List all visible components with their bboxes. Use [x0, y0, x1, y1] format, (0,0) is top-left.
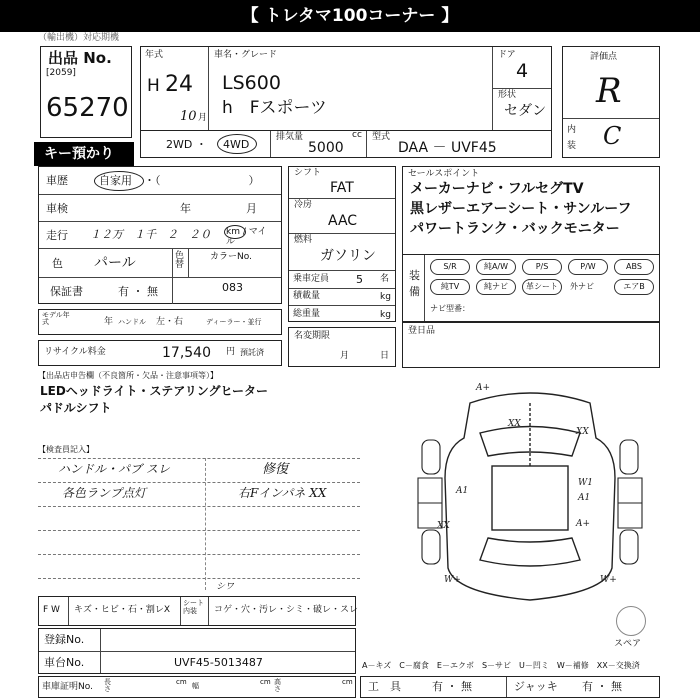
displacement-label: 排気量 — [276, 132, 304, 142]
equip-r1-0: S/R — [430, 259, 470, 275]
fw-seat-label: シート内装 — [183, 599, 204, 615]
load-label: 積載量 — [293, 291, 321, 301]
model-year-label: モデル年式 — [42, 311, 70, 326]
equipment-label-2: 備 — [409, 285, 420, 298]
interior-label-2: 装 — [567, 141, 577, 151]
mark-w-left: W+ — [444, 575, 461, 585]
color-value: パール — [94, 255, 136, 271]
inspector-rule-3 — [38, 506, 360, 507]
date-box — [402, 322, 660, 368]
door-label: ドア — [498, 50, 516, 60]
fw-annotation: シワ — [216, 582, 235, 592]
mark-a-plus-right: A+ — [576, 519, 591, 529]
equipment-label-1: 装 — [409, 269, 420, 282]
color-label: 色 — [52, 257, 63, 270]
mark-w-rear-right: W+ — [600, 575, 617, 585]
wheel-front-right — [620, 440, 638, 474]
cert-cm-3: cm — [342, 678, 353, 686]
capacity-value: 5 — [356, 273, 363, 286]
inspector-label: 【検査員記入】 — [38, 445, 94, 454]
drive-divider-1 — [270, 131, 271, 157]
car-grade: h Fスポーツ — [222, 98, 327, 118]
registration-split — [39, 651, 355, 652]
equip-r2-3: 外ナビ — [570, 282, 594, 291]
equip-r1-1: 純A/W — [476, 259, 516, 275]
inspector-left-2: 各色ランプ点灯 — [62, 486, 147, 500]
shift-line-5 — [289, 305, 395, 306]
mark-xx-right: XX — [576, 427, 589, 437]
tools-divider — [506, 677, 507, 697]
lot-label: 出品 No. — [48, 49, 112, 67]
model-label: 型式 — [372, 132, 391, 142]
color-no-value: 083 — [222, 281, 243, 294]
name-label: 車名・グレード — [214, 50, 278, 60]
cert-cm-1: cm — [176, 678, 187, 686]
sales-line-0: メーカーナビ・フルセグTV — [410, 181, 584, 197]
drive-text: 2WD ・ — [166, 138, 207, 151]
fw-divider-1 — [68, 597, 69, 625]
warranty-value: 有 ・ 無 — [118, 285, 158, 298]
date-label: 登日品 — [408, 326, 436, 336]
jack-label: ジャッキ — [514, 680, 558, 693]
fw-items: キズ・ヒビ・石・割レX — [74, 605, 170, 615]
drive-selected: 4WD — [223, 138, 250, 151]
lot-number: 65270 — [46, 93, 129, 123]
registration-label: 登録No. — [44, 633, 85, 646]
inspector-right-1: 修復 — [262, 462, 289, 477]
history-suffix-2: km / マイル — [226, 227, 267, 247]
diagram-roof — [492, 466, 568, 530]
fw-divider-3 — [208, 597, 209, 625]
sales-label: セールスポイント — [408, 169, 480, 179]
recycle-note: 預託済 — [240, 348, 264, 357]
inspector-mid-line — [205, 458, 206, 590]
inspector-right-2: 右Fインパネ XX — [238, 486, 327, 500]
year-value: 24 — [165, 72, 193, 97]
shift-value: FAT — [330, 180, 354, 196]
dealer-label: ディーラー・並行 — [206, 318, 262, 326]
history-line-1 — [39, 194, 281, 195]
inspector-rule-2 — [38, 482, 360, 483]
color-change-label: 色替 — [175, 251, 185, 270]
handle-value: 左・右 — [156, 317, 184, 327]
fw-label: F W — [43, 605, 60, 615]
history-line-4 — [39, 277, 281, 278]
shift-line-2 — [289, 233, 395, 234]
handle-label: ハンドル — [118, 318, 146, 326]
warranty-label: 保証書 — [50, 285, 83, 298]
lot-sub: [2059] — [46, 68, 76, 78]
recycle-unit: 円 — [226, 347, 236, 357]
fuel-value: ガソリン — [320, 248, 376, 264]
score-divider — [563, 118, 659, 119]
equip-r2-4: エアB — [614, 279, 654, 295]
name-change-day: 日 — [380, 351, 390, 361]
equip-r2-0: 純TV — [430, 279, 470, 295]
fw-divider-2 — [180, 597, 181, 625]
shift-line-4 — [289, 288, 395, 289]
mark-xx-left: XX — [437, 521, 450, 531]
score-label: 評価点 — [590, 52, 618, 62]
model-value: DAA － UVF45 — [398, 140, 497, 156]
inspector-rule-5 — [38, 554, 360, 555]
ac-value: AAC — [328, 213, 358, 229]
history-value-2: １２万 １千 ２ ２０ — [90, 228, 211, 241]
displacement-cc: cc — [352, 130, 362, 140]
shift-line-3 — [289, 270, 395, 271]
wheel-rear-right — [620, 530, 638, 564]
color-no-divider — [188, 249, 189, 277]
history-value-0: 自家用 — [99, 174, 132, 187]
cert-length: 長さ — [104, 678, 111, 693]
year-era: H — [147, 76, 160, 96]
history-line-2 — [39, 221, 281, 222]
cert-label: 車庫証明No. — [42, 682, 93, 692]
gross-unit: kg — [380, 310, 391, 320]
interior-label-1: 内 — [567, 125, 577, 135]
interior-value: C — [603, 122, 622, 150]
equip-r1-3: P/W — [568, 259, 608, 275]
inspector-rule-6 — [38, 578, 360, 579]
mark-a-left: A1 — [456, 486, 469, 496]
model-year-unit: 年 — [104, 317, 114, 327]
inspector-left-1: ハンドル・パブ スレ — [58, 462, 170, 476]
history-label-0: 車歴 — [46, 174, 68, 187]
shift-line-1 — [289, 198, 395, 199]
history-label-1: 車検 — [46, 202, 68, 215]
inspector-rule-1 — [38, 458, 360, 459]
cert-cm-2: cm — [260, 678, 271, 686]
history-value-1: 年 月 — [180, 202, 257, 215]
tools-label: 工 具 — [368, 680, 401, 693]
exhibitor-line-2: パドルシフト — [40, 401, 112, 415]
sales-line-2: パワートランク・バックモニター — [410, 221, 620, 237]
name-change-label: 名変期限 — [294, 331, 331, 341]
month-unit: 月 — [198, 113, 208, 123]
equipment-divider — [424, 255, 425, 321]
registration-divider — [100, 629, 101, 673]
key-label: キー預かり — [44, 146, 114, 162]
inspector-rule-4 — [38, 530, 360, 531]
equip-r2-1: 純ナビ — [476, 279, 516, 295]
drive-divider-2 — [366, 131, 367, 157]
equip-r1-2: P/S — [522, 259, 562, 275]
name-change-month: 月 — [340, 351, 350, 361]
car-damage-diagram — [400, 378, 660, 608]
fw-interior-items: コゲ・穴・汚レ・シミ・破レ・スレ — [214, 605, 359, 615]
cert-height: 高さ — [274, 678, 281, 693]
capacity-unit: 名 — [380, 274, 390, 284]
score-value: R — [596, 71, 622, 111]
tools-value: 有 ・ 無 — [432, 680, 472, 693]
capacity-label: 乗車定員 — [293, 274, 330, 284]
chassis-label: 車台No. — [44, 656, 85, 669]
ac-label: 冷房 — [294, 200, 313, 210]
color-change-divider — [172, 249, 173, 304]
navi-label: ナビ型番： — [430, 304, 470, 313]
spare-tire-icon — [616, 606, 646, 636]
wheel-rear-left — [422, 530, 440, 564]
banner-title: 【 トレタマ100コーナー 】 — [241, 6, 459, 26]
exhibitor-line-1: LEDヘッドライト・ステアリングヒーター — [40, 384, 269, 398]
recycle-label: リサイクル料金 — [44, 347, 106, 357]
header-small-note: （輸出機）対応期機 — [38, 33, 120, 43]
cert-width: 幅 — [192, 682, 199, 690]
mark-xx-front: XX — [508, 419, 521, 429]
chassis-value: UVF45-5013487 — [174, 656, 263, 669]
sales-line-1: 黒レザーエアーシート・サンルーフ — [410, 201, 632, 217]
fuel-label: 燃料 — [294, 235, 313, 245]
load-unit: kg — [380, 292, 391, 302]
vehicle-divider-3 — [493, 88, 551, 89]
gross-label: 総重量 — [293, 309, 321, 319]
history-label-2: 走行 — [46, 229, 68, 242]
mark-w-right: W1 — [578, 478, 593, 488]
shape-label: 形状 — [498, 90, 517, 100]
mark-a-right: A1 — [578, 493, 591, 503]
shape-value: セダン — [504, 103, 547, 119]
exhibitor-label: 【出品店申告欄（不良箇所・欠品・注意事項等）】 — [38, 371, 218, 380]
recycle-value: 17,540 — [162, 345, 211, 361]
wheel-front-left — [422, 440, 440, 474]
jack-value: 有 ・ 無 — [582, 680, 622, 693]
month-value: 10 — [180, 109, 197, 124]
equip-r1-4: ABS — [614, 259, 654, 275]
year-label: 年式 — [145, 50, 164, 60]
mark-a-top: A+ — [476, 383, 491, 393]
door-value: 4 — [516, 60, 529, 82]
spare-label: スペア — [614, 639, 642, 649]
equip-r2-2: 革シート — [522, 279, 562, 295]
history-suffix-0: ・（ ） — [144, 174, 260, 187]
shift-label: シフト — [294, 168, 322, 178]
history-line-3 — [39, 248, 281, 249]
displacement-value: 5000 — [308, 140, 344, 156]
damage-legend: A－キズ C－腐食 E－エクボ S－サビ U－凹ミ W－補修 XX－交換済 — [362, 661, 640, 670]
color-no-label: カラーNo. — [210, 252, 252, 262]
car-name: LS600 — [222, 72, 281, 94]
diagram-rear-window — [480, 538, 580, 566]
vehicle-divider-1 — [208, 47, 209, 130]
